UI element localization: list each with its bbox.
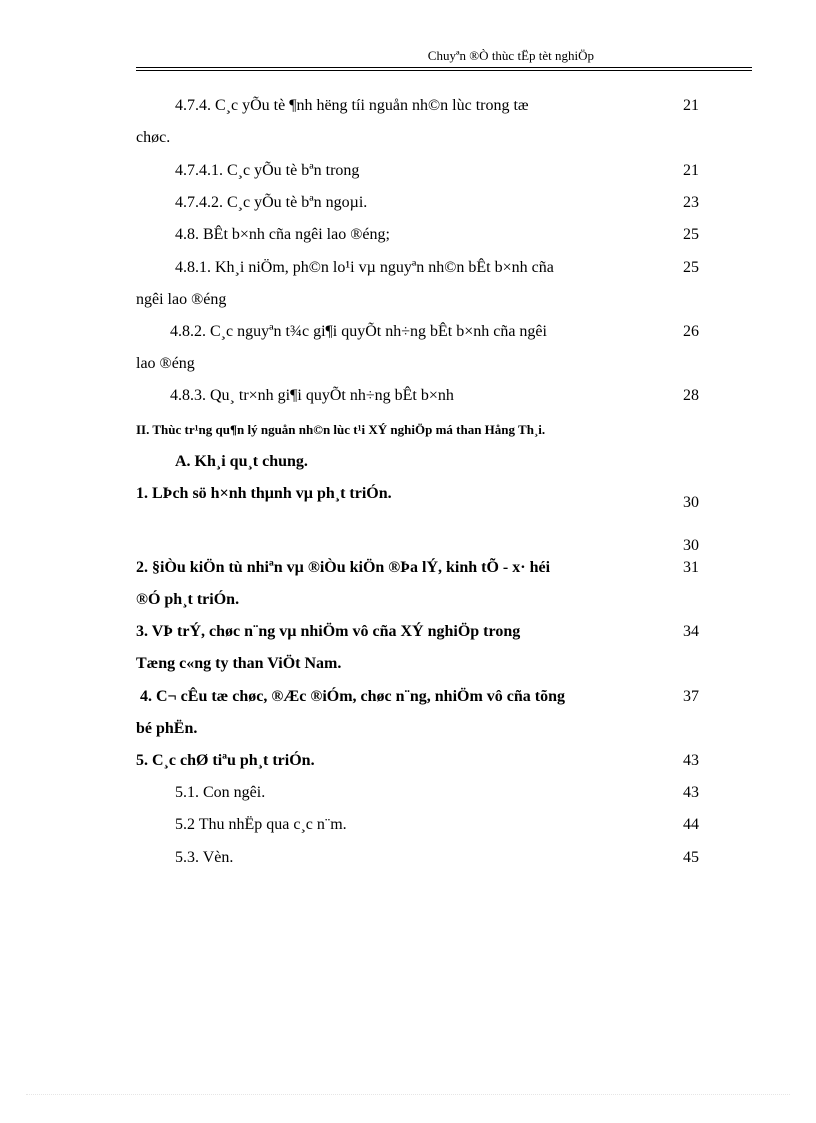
header-rule-bottom [136, 70, 752, 71]
toc-entry-3-line2: Tæng c«ng ty than ViÖt Nam. [136, 655, 342, 672]
toc-page-4-8-1: 25 [683, 259, 699, 276]
header-rule-top [136, 67, 752, 68]
toc-page-5-3: 45 [683, 849, 699, 866]
toc-page-4-8: 25 [683, 226, 699, 243]
toc-entry-2-line1: 2. §iÒu kiÖn tù nhiªn vµ ®iÒu kiÖn ®Þa lÝ, kinh tÕ - x· héi [136, 559, 551, 576]
toc-section-ii: II. Thùc tr¹ng qu¶n lý nguån nh©n lùc t¹i XÝ nghiÖp má than Hång Th¸i. [136, 422, 546, 437]
toc-page-extra: 30 [683, 537, 699, 554]
toc-entry-5-2: 5.2 Thu nhËp qua c¸c n¨m. [175, 816, 347, 833]
toc-entry-2-line2: ®Ó ph¸t triÓn. [136, 591, 240, 608]
toc-entry-4-7-4-2: 4.7.4.2. C¸c yÕu tè bªn ngoµi. [175, 194, 368, 211]
toc-page-4-8-3: 28 [683, 387, 699, 404]
toc-entry-1: 1. LÞch sö h×nh thµnh vµ ph¸t triÓn. [136, 485, 392, 502]
toc-entry-5-3: 5.3. Vèn. [175, 849, 234, 866]
toc-part-a: A. Kh¸i qu¸t chung. [175, 453, 308, 470]
toc-entry-4-line1: 4. C¬ cÊu tæ chøc, ®Æc ®iÓm, chøc n¨ng, nhiÖm vô cña tõng [140, 688, 566, 705]
toc-entry-4-line2: bé phËn. [136, 720, 198, 737]
toc-entry-5: 5. C¸c chØ tiªu ph¸t triÓn. [136, 752, 315, 769]
toc-entry-4-8-1-line2: ngêi lao ®éng [136, 291, 227, 308]
toc-page-4-7-4: 21 [683, 97, 699, 114]
toc-page-4: 37 [683, 688, 699, 705]
toc-page-4-7-4-2: 23 [683, 194, 699, 211]
toc-page-3: 34 [683, 623, 699, 640]
toc-page-2: 31 [683, 559, 699, 576]
toc-entry-4-8-1-line1: 4.8.1. Kh¸i niÖm, ph©n lo¹i vµ nguyªn nh©n bÊt b×nh cña [175, 259, 554, 276]
toc-entry-4-7-4-line1: 4.7.4. C¸c yÕu tè ¶nh hëng tíi nguån nh©n lùc trong tæ [175, 97, 529, 114]
header-title: Chuyªn ®Ò thùc tËp tèt nghiÖp [427, 48, 594, 63]
toc-entry-5-1: 5.1. Con ngêi. [175, 784, 266, 801]
page-header [136, 48, 752, 68]
toc-entry-4-8-2-line1: 4.8.2. C¸c nguyªn t¾c gi¶i quyÕt nh÷ng bÊt b×nh cña ngêi [170, 323, 547, 340]
toc-page-5-1: 43 [683, 784, 699, 801]
toc-entry-4-7-4-1: 4.7.4.1. C¸c yÕu tè bªn trong [175, 162, 360, 179]
footer-dotted-line [26, 1094, 790, 1096]
toc-page-5-2: 44 [683, 816, 699, 833]
toc-entry-3-line1: 3. VÞ trÝ, chøc n¨ng vµ nhiÖm vô cña XÝ nghiÖp trong [136, 623, 521, 640]
toc-entry-4-7-4-line2: chøc. [136, 129, 171, 146]
toc-page-4-7-4-1: 21 [683, 162, 699, 179]
toc-entry-4-8-3: 4.8.3. Qu¸ tr×nh gi¶i quyÕt nh÷ng bÊt b×nh [170, 387, 454, 404]
toc-entry-4-8-2-line2: lao ®éng [136, 355, 195, 372]
toc-entry-4-8: 4.8. BÊt b×nh cña ngêi lao ®éng; [175, 226, 390, 243]
toc-page-1: 30 [683, 494, 699, 511]
toc-page-5: 43 [683, 752, 699, 769]
toc-page-4-8-2: 26 [683, 323, 699, 340]
